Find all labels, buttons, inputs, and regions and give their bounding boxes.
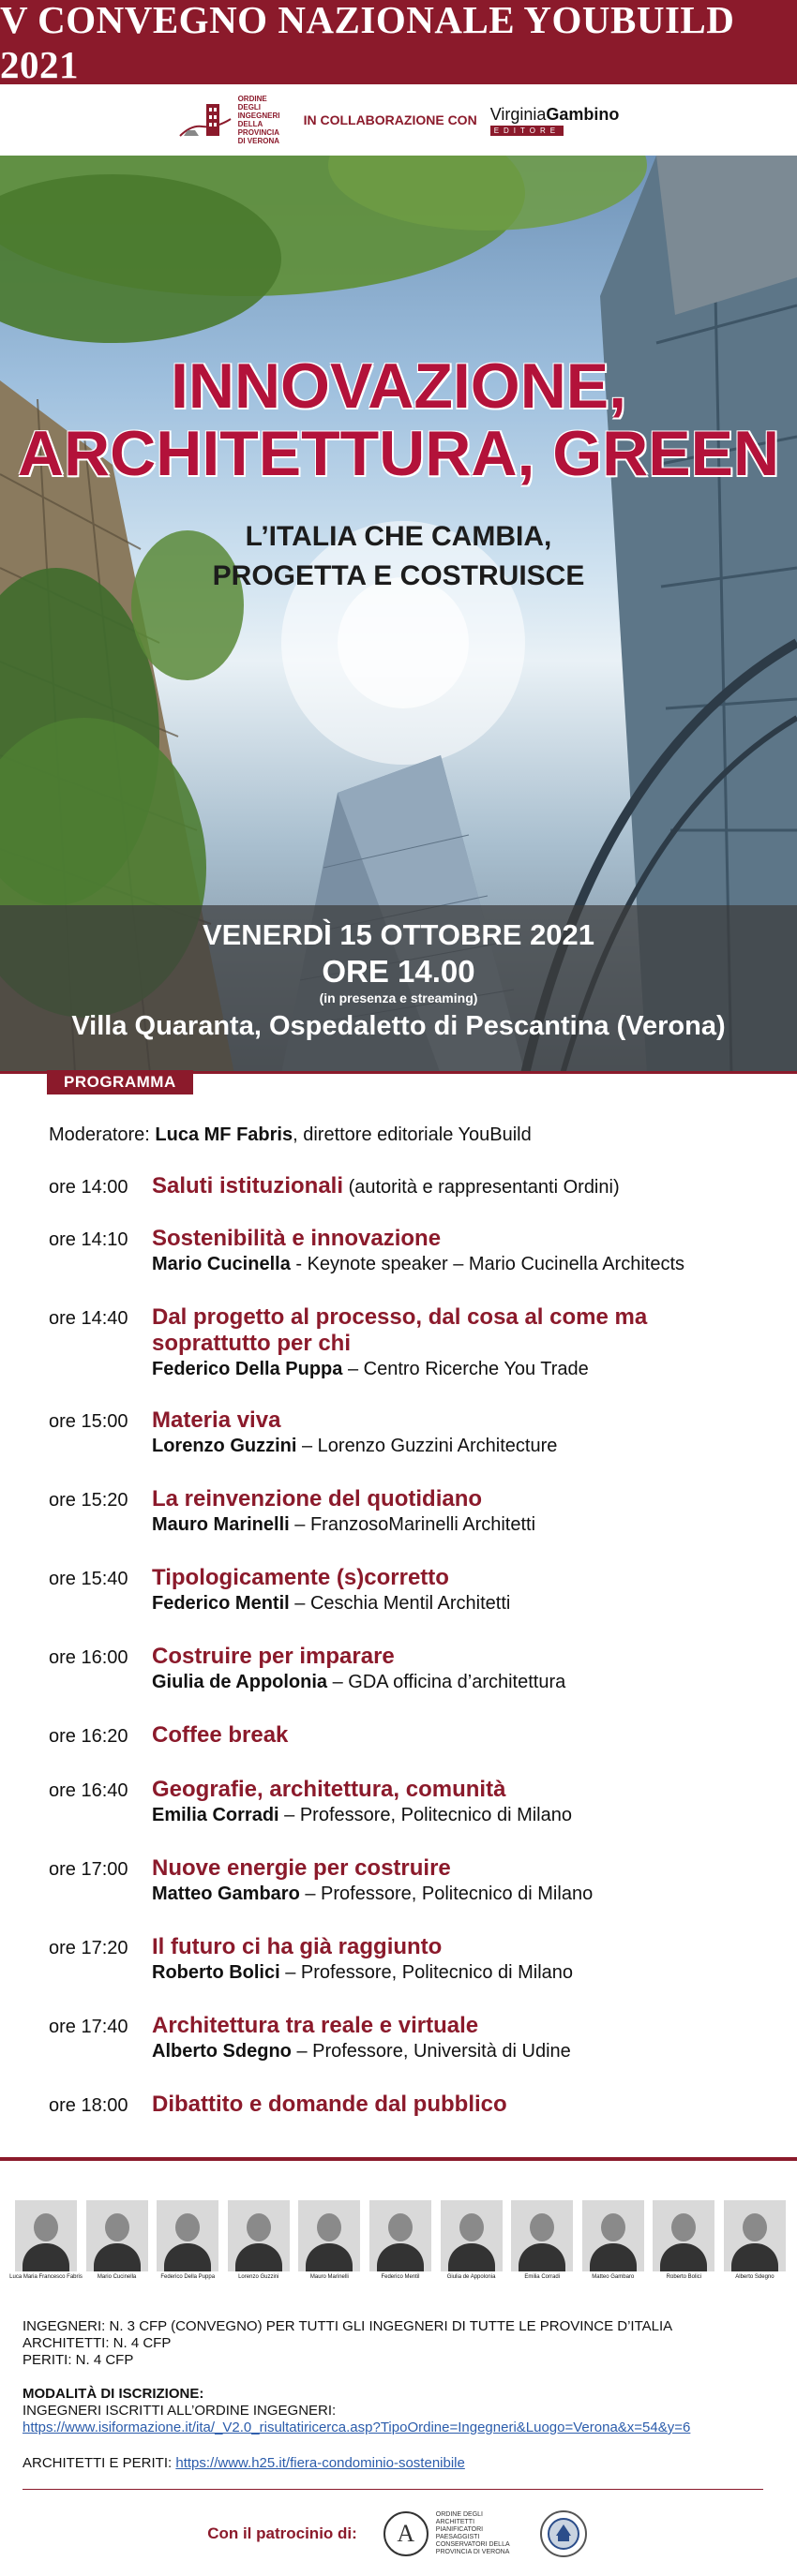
talk-title: Geografie, architettura, comunità [152, 1777, 506, 1802]
moderator-label: Moderatore: [49, 1124, 150, 1145]
talk-title: Tipologicamente (s)corretto [152, 1565, 449, 1590]
speaker-role: – Centro Ricerche You Trade [342, 1359, 589, 1379]
ordine-line: DI VERONA [237, 137, 280, 145]
credit-line: ARCHITETTI: N. 4 CFP [23, 2335, 172, 2351]
hero-title [0, 352, 797, 487]
schedule-row [49, 1407, 761, 1486]
talk-title: La reinvenzione del quotidiano [152, 1486, 483, 1511]
talk-title: Saluti istituzionali [152, 1173, 344, 1199]
speaker-photo [653, 2200, 714, 2271]
speakers-divider [0, 2157, 797, 2161]
schedule [49, 1173, 761, 2129]
hero-title-line: INNOVAZIONE, [170, 350, 627, 422]
schedule-time: ore 17:00 [49, 1859, 128, 1880]
speaker-card [724, 2200, 786, 2281]
registration-architects-label: ARCHITETTI E PERITI: [23, 2455, 176, 2471]
speaker-photo [157, 2200, 218, 2271]
speaker-name: Roberto Bolici [152, 1962, 280, 1983]
schedule-time: ore 14:40 [49, 1308, 128, 1329]
schedule-row [49, 1722, 761, 1777]
schedule-row [49, 1486, 761, 1565]
patronage-divider [23, 2489, 763, 2490]
talk-title: Il futuro ci ha già raggiunto [152, 1934, 443, 1959]
schedule-row [49, 1855, 761, 1934]
architetti-a-icon: A [383, 2511, 429, 2556]
speaker-photo [369, 2200, 431, 2271]
speaker-role: – Professore, Politecnico di Milano [278, 1805, 572, 1825]
schedule-time: ore 17:20 [49, 1938, 128, 1958]
talk-title: Dibattito e domande dal pubblico [152, 2092, 507, 2117]
speaker-photo [724, 2200, 786, 2271]
speakers-strip [9, 2200, 786, 2281]
speaker-photo [582, 2200, 644, 2271]
collaboration-label: IN COLLABORAZIONE CON [303, 112, 477, 127]
speaker-caption: Roberto Bolici [666, 2274, 702, 2280]
talk-title: Sostenibilità e innovazione [152, 1226, 442, 1251]
partner-logos [0, 84, 797, 156]
speaker-photo [15, 2200, 77, 2271]
gambino-subtitle: EDITORE [490, 126, 564, 136]
speaker-name: Matteo Gambaro [152, 1884, 300, 1904]
registration-title: MODALITÀ DI ISCRIZIONE: [23, 2386, 204, 2402]
talk-title: Costruire per imparare [152, 1644, 395, 1669]
conference-title: V CONVEGNO NAZIONALE YOUBUILD 2021 [0, 0, 735, 86]
event-mode: (in presenza e streaming) [319, 990, 478, 1005]
schedule-row [49, 1934, 761, 2013]
schedule-row [49, 1304, 761, 1407]
schedule-row [49, 1565, 761, 1644]
speaker-photo [441, 2200, 503, 2271]
speaker-card [582, 2200, 644, 2281]
event-date: VENERDÌ 15 OTTOBRE 2021 [202, 918, 595, 951]
speaker-caption: Emilia Corradi [524, 2274, 560, 2280]
patronage-block [0, 2496, 797, 2571]
architetti-text: ORDINE DEGLI ARCHITETTI PIANIFICATORI PAESAGGISTI CONSERVATORI DELLA PROVINCIA DI VERONA [435, 2511, 510, 2555]
ordine-line: INGEGNERI [237, 112, 280, 120]
schedule-time: ore 14:10 [49, 1229, 128, 1250]
schedule-time: ore 17:40 [49, 2017, 128, 2037]
credits-block [23, 2318, 672, 2369]
schedule-time: ore 15:40 [49, 1569, 128, 1589]
ordine-line: DELLA [237, 120, 263, 128]
schedule-time: ore 14:00 [49, 1177, 128, 1198]
seal-icon [537, 2508, 590, 2560]
talk-note: (autorità e rappresentanti Ordini) [343, 1177, 620, 1198]
hero-subtitle-line: L’ITALIA CHE CAMBIA, [245, 521, 552, 552]
ordine-ingegneri-logo [178, 95, 291, 145]
speaker-caption: Mauro Marinelli [309, 2274, 349, 2280]
speaker-card [157, 2200, 218, 2281]
talk-title: Coffee break [152, 1722, 289, 1748]
speaker-caption: Giulia de Appolonia [446, 2274, 496, 2280]
event-place: Villa Quaranta, Ospedaletto di Pescantina (Verona) [71, 1011, 726, 1041]
schedule-time: ore 16:40 [49, 1780, 128, 1801]
event-time: ORE 14.00 [322, 954, 475, 989]
schedule-row [49, 2013, 761, 2092]
speaker-card [9, 2200, 83, 2281]
speaker-name: Mauro Marinelli [152, 1514, 290, 1535]
event-info-bar [0, 905, 797, 1074]
speaker-card [86, 2200, 148, 2281]
schedule-row [49, 1173, 761, 1226]
schedule-time: ore 15:00 [49, 1411, 128, 1432]
schedule-time: ore 16:20 [49, 1726, 128, 1747]
speaker-role: – Ceschia Mentil Architetti [289, 1593, 511, 1614]
ordine-line: ORDINE DEGLI [237, 95, 267, 112]
speaker-role: – Professore, Università di Udine [291, 2041, 571, 2062]
schedule-row [49, 1777, 761, 1855]
speaker-name: Federico Della Puppa [152, 1359, 343, 1379]
schedule-time: ore 18:00 [49, 2095, 128, 2116]
speaker-role: – Professore, Politecnico di Milano [299, 1884, 594, 1904]
registration-architects [23, 2455, 465, 2472]
speaker-caption: Lorenzo Guzzini [238, 2274, 279, 2280]
speaker-caption: Federico Della Puppa [160, 2274, 216, 2280]
ordine-line: PROVINCIA [237, 128, 280, 137]
schedule-row [49, 1226, 761, 1304]
speaker-photo [298, 2200, 360, 2271]
speaker-caption: Alberto Sdegno [735, 2274, 774, 2280]
hero-image [0, 156, 797, 1074]
schedule-time: ore 15:20 [49, 1490, 128, 1511]
speaker-name: Mario Cucinella [152, 1254, 291, 1274]
speaker-caption: Luca Maria Francesco Fabris [9, 2274, 83, 2280]
gambino-last: Gambino [546, 104, 620, 124]
speaker-caption: Federico Mentil [381, 2274, 420, 2280]
top-banner [0, 0, 797, 84]
moderator-role: , direttore editoriale YouBuild [293, 1124, 532, 1145]
speaker-role: – FranzosoMarinelli Architetti [289, 1514, 536, 1535]
moderator-line [49, 1124, 532, 1146]
speaker-card [369, 2200, 431, 2281]
speaker-name: Lorenzo Guzzini [152, 1436, 297, 1456]
speaker-name: Emilia Corradi [152, 1805, 279, 1825]
speaker-photo [511, 2200, 573, 2271]
speaker-name: Giulia de Appolonia [152, 1672, 328, 1692]
speaker-caption: Matteo Gambaro [592, 2274, 635, 2280]
registration-architects-link[interactable]: https://www.h25.it/fiera-condominio-sostenibile [175, 2455, 465, 2471]
hero-subtitle-line: PROGETTA E COSTRUISCE [212, 560, 585, 591]
speaker-card [298, 2200, 360, 2281]
schedule-time: ore 16:00 [49, 1647, 128, 1668]
gambino-editore-logo [490, 105, 620, 136]
gambino-first: Virginia [489, 104, 547, 124]
speaker-card [511, 2200, 573, 2281]
speaker-photo [86, 2200, 148, 2271]
patronage-label: Con il patrocinio di: [207, 2524, 357, 2542]
speaker-name: Federico Mentil [152, 1593, 290, 1614]
program-tag: PROGRAMMA [47, 1070, 193, 1094]
schedule-row [49, 2092, 761, 2129]
talk-title: Dal progetto al processo, dal cosa al come ma soprattutto per chi [152, 1304, 648, 1356]
speaker-role: – Lorenzo Guzzini Architecture [296, 1436, 558, 1456]
talk-title: Materia viva [152, 1407, 281, 1433]
talk-title: Nuove energie per costruire [152, 1855, 451, 1881]
speaker-photo [228, 2200, 290, 2271]
speaker-card [228, 2200, 290, 2281]
ordine-architetti-logo [383, 2511, 511, 2556]
speaker-card [441, 2200, 503, 2281]
speaker-name: Alberto Sdegno [152, 2041, 292, 2062]
moderator-name: Luca MF Fabris [155, 1124, 293, 1145]
ordine-building-icon [178, 98, 233, 141]
hero-subtitle [0, 517, 797, 596]
credit-line: PERITI: N. 4 CFP [23, 2352, 134, 2368]
schedule-row [49, 1644, 761, 1722]
speaker-caption: Mario Cucinella [97, 2274, 137, 2280]
registration-engineers-link[interactable]: https://www.isiformazione.it/ita/_V2.0_risultatiricerca.asp?TipoOrdine=Ingegneri&Luogo=Verona&x=54&y=6 [23, 2420, 691, 2435]
speaker-card [653, 2200, 714, 2281]
speaker-role: – Professore, Politecnico di Milano [279, 1962, 574, 1983]
credit-line: INGEGNERI: N. 3 CFP (CONVEGNO) PER TUTTI GLI INGEGNERI DI TUTTE LE PROVINCE D’ITALIA [23, 2318, 673, 2334]
speaker-role: – GDA officina d’architettura [327, 1672, 566, 1692]
talk-title: Architettura tra reale e virtuale [152, 2013, 479, 2038]
speaker-role: - Keynote speaker – Mario Cucinella Architects [290, 1254, 685, 1274]
registration-engineers: INGEGNERI ISCRITTI ALL’ORDINE INGEGNERI: [23, 2403, 337, 2419]
hero-title-line: ARCHITETTURA, GREEN [17, 418, 780, 489]
